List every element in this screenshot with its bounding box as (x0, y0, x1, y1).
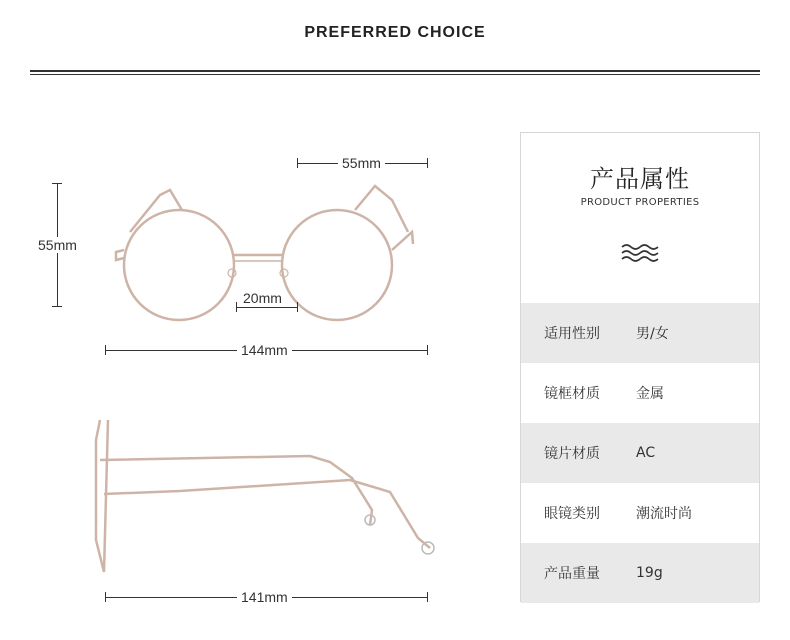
property-label: 镜片材质 (544, 446, 600, 462)
panel-subtitle: PRODUCT PROPERTIES (580, 197, 700, 208)
product-properties-panel (520, 132, 760, 602)
frame-width-label: 144mm (237, 342, 292, 358)
page-title: PREFERRED CHOICE (304, 24, 486, 41)
property-row-gender (521, 303, 759, 363)
lens-width-label: 55mm (338, 155, 385, 171)
property-row-frame-material (521, 363, 759, 423)
lens-width-tick-right (427, 158, 428, 168)
property-row-category (521, 483, 759, 543)
lens-height-tick-bottom (52, 306, 62, 307)
frame-width-tick-left (105, 345, 106, 355)
wave-icon (621, 243, 661, 263)
property-label: 镜框材质 (544, 386, 600, 402)
bridge-tick-right (297, 302, 298, 312)
bridge-label: 20mm (243, 290, 282, 306)
property-value: AC (636, 445, 656, 461)
temple-length-label: 141mm (237, 589, 292, 605)
glasses-side-view (96, 420, 434, 572)
panel-title: 产品属性 (590, 165, 690, 193)
bridge-line (236, 307, 298, 308)
property-value: 男/女 (636, 326, 669, 342)
property-label: 产品重量 (544, 566, 600, 582)
frame-width-tick-right (427, 345, 428, 355)
lens-height-tick-top (52, 183, 62, 184)
lens-height-label: 55mm (35, 237, 80, 253)
temple-length-tick-left (105, 592, 106, 602)
lens-width-tick-left (297, 158, 298, 168)
property-value: 19g (636, 565, 663, 581)
bridge-tick-left (236, 302, 237, 312)
property-label: 适用性别 (544, 326, 600, 342)
property-value: 潮流时尚 (636, 506, 692, 522)
property-value: 金属 (636, 386, 664, 402)
property-row-lens-material (521, 423, 759, 483)
temple-length-tick-right (427, 592, 428, 602)
property-row-weight (521, 543, 759, 603)
property-label: 眼镜类别 (544, 506, 600, 522)
